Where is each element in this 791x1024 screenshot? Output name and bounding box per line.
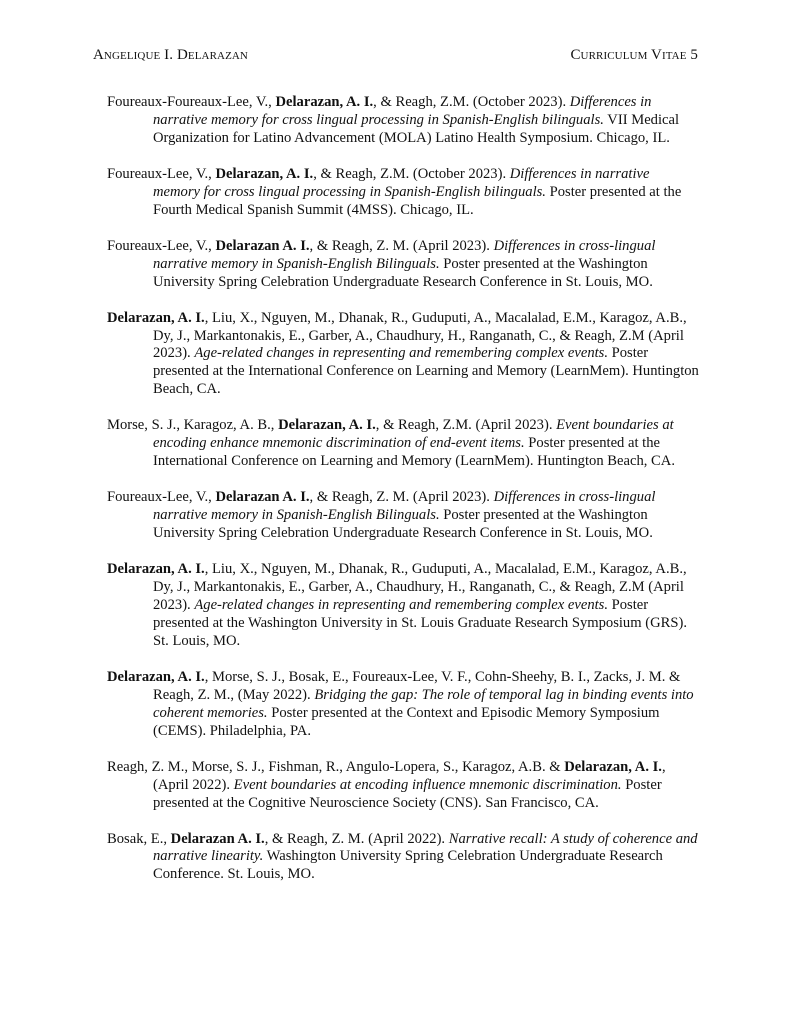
page-number: 5 (690, 47, 698, 63)
ref-title: Differences in narrative memory for cross lingual processing in Spanish-English bilinguals. (153, 94, 652, 128)
reference-entry (107, 310, 699, 400)
ref-authors-pre: Foureaux-Lee, V., (107, 165, 216, 182)
page-header (93, 47, 698, 64)
ref-venue: Poster presented at the Washington University in St. Louis Graduate Research Symposium (GRS). St. Louis, MO. (153, 596, 687, 649)
ref-authors-pre: Reagh, Z. M., Morse, S. J., Fishman, R., Angulo-Lopera, S., Karagoz, A.B. & (107, 758, 565, 775)
reference-entry (107, 561, 699, 651)
ref-title: Event boundaries at encoding enhance mnemonic discrimination of end-event items. (153, 417, 674, 452)
ref-authors-pre: Foureaux-Lee, V., (107, 237, 216, 254)
ref-author-highlight: Delarazan, A. I. (107, 561, 205, 578)
ref-authors-post: , & Reagh, Z. M. (April 2022). (264, 830, 449, 847)
ref-authors-post: , & Reagh, Z.M. (October 2023). (373, 94, 570, 110)
ref-venue: Poster presented at the Context and Episodic Memory Symposium (CEMS). Philadelphia, PA. (153, 704, 660, 739)
ref-authors-post: , Liu, X., Nguyen, M., Dhanak, R., Guduputi, A., Macalalad, E.M., Karagoz, A.B., Dy, J., Markantonakis, E., Garber, A., Chaudhury, H., Ranganath, C., & Reagh, Z.M (April 2023). (153, 561, 687, 613)
ref-title: Age-related changes in representing and remembering complex events. (194, 596, 608, 613)
ref-author-highlight: Delarazan, A. I. (278, 417, 376, 434)
ref-venue: Poster presented at the Washington University Spring Celebration Undergraduate Research Conference in St. Louis, MO. (153, 255, 653, 290)
ref-authors-post: , & Reagh, Z.M. (April 2023). (375, 417, 557, 434)
ref-author-highlight: Delarazan, A. I. (107, 668, 205, 685)
header-name: Angelique I. Delarazan (93, 47, 248, 63)
ref-venue: Poster presented at the Washington University Spring Celebration Undergraduate Research Conference in St. Louis, MO. (153, 507, 653, 542)
reference-entry (107, 759, 699, 813)
ref-title: Bridging the gap: The role of temporal lag in binding events into coherent memories. (153, 686, 694, 721)
ref-venue: Poster presented at the International Conference on Learning and Memory (LearnMem). Huntington Beach, CA. (153, 435, 675, 470)
ref-authors-pre: Morse, S. J., Karagoz, A. B., (107, 417, 279, 434)
ref-author-highlight: Delarazan, A. I. (107, 309, 205, 326)
ref-author-highlight: Delarazan, A. I. (215, 165, 314, 182)
ref-venue: Washington University Spring Celebration Undergraduate Research Conference. St. Louis, MO. (153, 848, 663, 883)
reference-entry (107, 94, 699, 148)
reference-list (107, 94, 699, 902)
ref-venue: VII Medical Organization for Latino Advancement (MOLA) Latino Health Symposium. Chicago, IL. (153, 111, 680, 146)
ref-title: Narrative recall: A study of coherence and narrative linearity. (153, 830, 698, 865)
ref-author-highlight: Delarazan A. I. (215, 489, 310, 506)
ref-author-highlight: Delarazan A. I. (215, 237, 310, 254)
reference-entry (107, 489, 699, 543)
reference-entry (107, 669, 699, 741)
ref-author-highlight: Delarazan, A. I. (564, 758, 662, 775)
reference-entry (107, 831, 699, 885)
reference-entry (107, 417, 699, 471)
ref-authors-pre: Bosak, E., (107, 830, 171, 847)
header-right (570, 47, 698, 64)
ref-authors-post: , & Reagh, Z. M. (April 2023). (309, 489, 494, 506)
ref-title: Event boundaries at encoding influence mnemonic discrimination. (233, 776, 622, 793)
ref-venue: Poster presented at the Fourth Medical Spanish Summit (4MSS). Chicago, IL. (153, 183, 682, 218)
ref-authors-post: , (April 2022). (153, 758, 666, 793)
ref-authors-pre: Foureaux-Foureaux-Lee, V., (107, 94, 276, 110)
ref-authors-post: , Liu, X., Nguyen, M., Dhanak, R., Guduputi, A., Macalalad, E.M., Karagoz, A.B., Dy, J., Markantonakis, E., Garber, A., Chaudhury, H., Ranganath, C., & Reagh, Z.M (April 2023). (153, 309, 687, 362)
ref-venue: Poster presented at the International Conference on Learning and Memory (LearnMem). Huntington Beach, CA. (153, 345, 699, 398)
ref-title: Age-related changes in representing and remembering complex events. (194, 345, 608, 362)
ref-author-highlight: Delarazan, A. I. (275, 94, 374, 110)
ref-authors-post: , Morse, S. J., Bosak, E., Foureaux-Lee, V. F., Cohn-Sheehy, B. I., Zacks, J. M. & Reagh, Z. M., (May 2022). (153, 668, 681, 703)
reference-entry (107, 166, 699, 220)
ref-title: Differences in narrative memory for cross lingual processing in Spanish-English bilinguals. (153, 165, 650, 200)
ref-authors-post: , & Reagh, Z.M. (October 2023). (313, 165, 510, 182)
ref-author-highlight: Delarazan A. I. (170, 830, 265, 847)
ref-authors-pre: Foureaux-Lee, V., (107, 489, 216, 506)
ref-authors-post: , & Reagh, Z. M. (April 2023). (309, 237, 494, 254)
header-title: Curriculum Vitae (570, 47, 687, 63)
reference-entry (107, 238, 699, 292)
ref-title: Differences in cross-lingual narrative memory in Spanish-English Bilinguals. (153, 237, 656, 272)
ref-venue: Poster presented at the Cognitive Neuroscience Society (CNS). San Francisco, CA. (153, 776, 662, 811)
ref-title: Differences in cross-lingual narrative memory in Spanish-English Bilinguals. (153, 489, 656, 524)
